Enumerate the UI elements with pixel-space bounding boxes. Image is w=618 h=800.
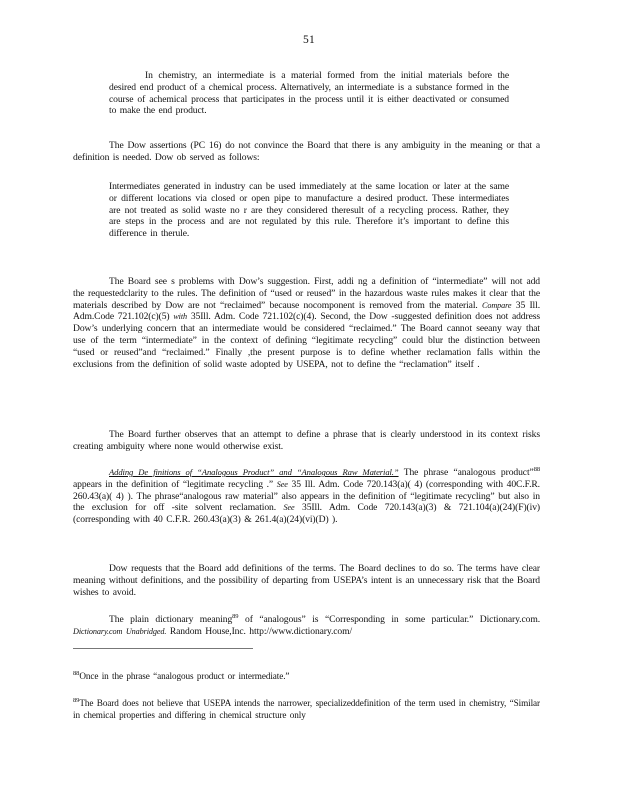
section-heading: Adding De finitions of “Analogous Product” and “Analogous Raw Material.”: [109, 467, 399, 477]
paragraph-dow-requests: Dow requests that the Board add definitions of the terms. The Board declines to do so. The terms have clear meaning without definitions, and the possibility of departing from USEPA’s intent is an unnecessary risk that the Board wishes to avoid.: [73, 563, 540, 598]
p6-text-b: appears in the definition of “legitimate recycling .”: [73, 478, 274, 490]
p8-text-b: of “analogous” is “Corresponding in some particular.” Dictionary.com.: [245, 614, 540, 625]
paragraph-board-observes: The Board further observes that an attempt to define a phrase that is clearly understood in its context risks creating ambiguity where none would otherwise exist.: [73, 429, 540, 452]
p8-text-a: The plain dictionary meaning: [109, 614, 233, 625]
p4-text-a: The Board see s problems with Dow’s suggestion. First, addi ng a definition of “intermediate” will not add the requestedclarity to the rules. The definition of “used or reused” in the hazardous waste rules makes it clear that the materials described by Dow are not “reclaimed” because nocomponent is removed from the material.: [73, 276, 540, 311]
paragraph-board-problems: [73, 276, 540, 370]
with-signal: with: [173, 312, 188, 322]
compare-signal: Compare: [482, 300, 512, 310]
footnote-88: [73, 671, 540, 683]
p4-text-b: 35 Ill. Adm.Code 721.102(c)(5): [73, 299, 540, 323]
see-signal-1: See: [276, 479, 288, 489]
source-dictionary: Dictionary.com: [73, 626, 123, 636]
quote-dow-intermediates: Intermediates generated in industry can be used immediately at the same location or later at the same or different locations via closed or open pipe to manufacture a desired product. These intermediates are not treated as solid waste no r are they considered theresult of a recycling process. Rather, they are steps in the process and are not regulated by this rule. Therefore it’s important to define this difference in therule.: [109, 181, 509, 240]
paragraph-plain-meaning: [73, 614, 540, 638]
footnote-88-text: Once in the phrase “analogous product or intermediate.”: [79, 671, 290, 681]
footnote-89: [73, 698, 540, 722]
p4-text-c: 35Ill. Adm. Code 721.102(c)(4). Second, the Dow -suggested definition does not address Dow’s underlying concern that an intermediate would be considered “reclaimed.” The Board cannot seeany way that use of the term “intermediate” in the context of defining “legitimate recycling” could blur the distinction between “used or reused”and “reclaimed.” Finally ,the present purpose is to define whether reclamation falls within the exclusions from the definition of solid waste adopted by USEPA, not to define the “reclamation” itself .: [73, 311, 541, 370]
footnote-mark-89: 89: [73, 697, 80, 704]
paragraph-analogous-section: [73, 467, 540, 526]
footnote-divider: [73, 648, 253, 649]
footnote-ref-89: 89: [232, 613, 239, 620]
p8-text-c: Random House,Inc. http://www.dictionary.com/: [169, 625, 353, 637]
p6-text-a: The phrase “analogous product”: [403, 467, 534, 478]
footnote-mark-88: 88: [73, 670, 80, 677]
see-signal-2: See: [283, 503, 295, 513]
quote-chemistry-definition: In chemistry, an intermediate is a material formed from the initial materials before the desired end product of a chemical process. Alternatively, an intermediate is a substance formed in the course of achemical process that participates in the process until it is either deactivated or consumed to make the end product.: [109, 70, 509, 117]
footnote-89-text: The Board does not believe that USEPA intends the narrower, specializeddefinition of the term used in chemistry, “Similar in chemical properties and differing in chemical structure only: [73, 698, 540, 720]
paragraph-dow-assertions: The Dow assertions (PC 16) do not convince the Board that there is any ambiguity in the meaning or that a definition is needed. Dow ob served as follows:: [73, 140, 540, 163]
page-number: 51: [303, 34, 315, 46]
p6-text-c: 35 Ill. Adm. Code 720.143(a)( 4) (corresponding with 40C.F.R. 260.43(a)( 4) ). The phrase“analogous raw material” also appears in the definition of “legitimate recycling” but also in the exclusion for off -site solvent reclamation.: [73, 478, 540, 514]
footnote-ref-88: 88: [533, 466, 541, 473]
source-unabridged: Unabridged.: [125, 626, 167, 636]
p6-text-d: 35Ill. Adm. Code 720.143(a)(3) & 721.104(a)(24)(F)(iv) (corresponding with 40 C.F.R. 260.43(a)(3) & 261.4(a)(24)(vi)(D) ).: [73, 502, 541, 526]
